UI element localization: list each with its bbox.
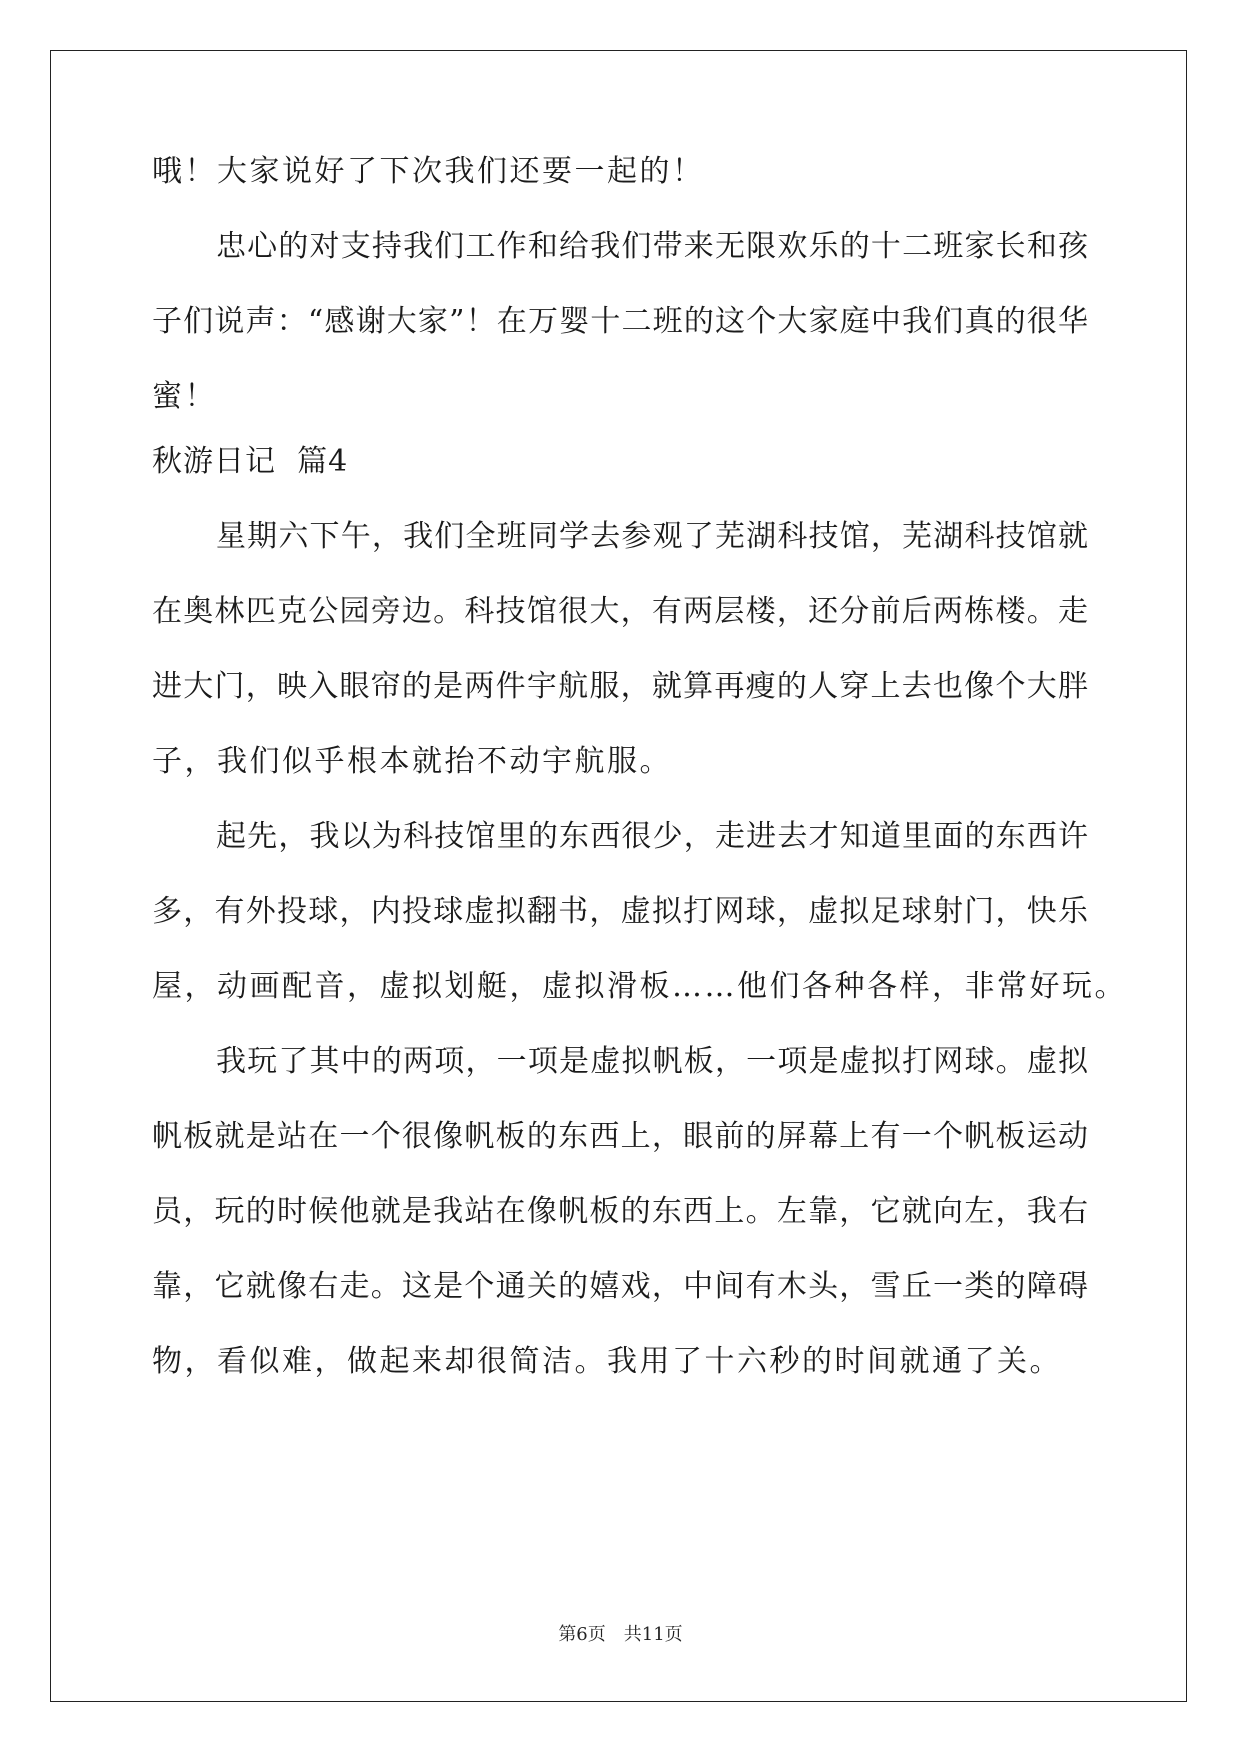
paragraph-line: 在奥林匹克公园旁边。科技馆很大，有两层楼，还分前后两栋楼。走 xyxy=(152,594,1088,629)
paragraph-line: 我玩了其中的两项，一项是虚拟帆板，一项是虚拟打网球。虚拟 xyxy=(216,1044,1088,1079)
paragraph-line: 屋，动画配音，虚拟划艇，虚拟滑板……他们各种各样，非常好玩。 xyxy=(152,969,1127,1004)
section-heading: 秋游日记 篇4 xyxy=(152,444,349,479)
paragraph-line: 物，看似难，做起来却很简洁。我用了十六秒的时间就通了关。 xyxy=(152,1344,1062,1379)
page-footer xyxy=(0,1623,1241,1647)
page-number: 第6页 xyxy=(558,1624,606,1645)
paragraph-line: 员，玩的时候他就是我站在像帆板的东西上。左靠，它就向左，我右 xyxy=(152,1194,1088,1229)
paragraph-line: 帆板就是站在一个很像帆板的东西上，眼前的屏幕上有一个帆板运动 xyxy=(152,1119,1088,1154)
paragraph-line: 多，有外投球，内投球虚拟翻书，虚拟打网球，虚拟足球射门，快乐 xyxy=(152,894,1088,929)
page-total: 共11页 xyxy=(623,1624,683,1645)
paragraph-line: 蜜！ xyxy=(152,379,217,414)
paragraph-line: 进大门，映入眼帘的是两件宇航服，就算再瘦的人穿上去也像个大胖 xyxy=(152,669,1088,704)
paragraph-line: 起先，我以为科技馆里的东西很少，走进去才知道里面的东西许 xyxy=(216,819,1088,854)
paragraph-line: 哦！大家说好了下次我们还要一起的！ xyxy=(152,154,705,189)
paragraph-line: 忠心的对支持我们工作和给我们带来无限欢乐的十二班家长和孩 xyxy=(216,229,1088,264)
paragraph-line: 星期六下午，我们全班同学去参观了芜湖科技馆，芜湖科技馆就 xyxy=(216,519,1088,554)
paragraph-line: 子们说声：“感谢大家”！在万婴十二班的这个大家庭中我们真的很华 xyxy=(152,304,1088,339)
paragraph-line: 子，我们似乎根本就抬不动宇航服。 xyxy=(152,744,672,779)
page-border xyxy=(50,50,1187,1702)
paragraph-line: 靠，它就像右走。这是个通关的嬉戏，中间有木头，雪丘一类的障碍 xyxy=(152,1269,1088,1304)
